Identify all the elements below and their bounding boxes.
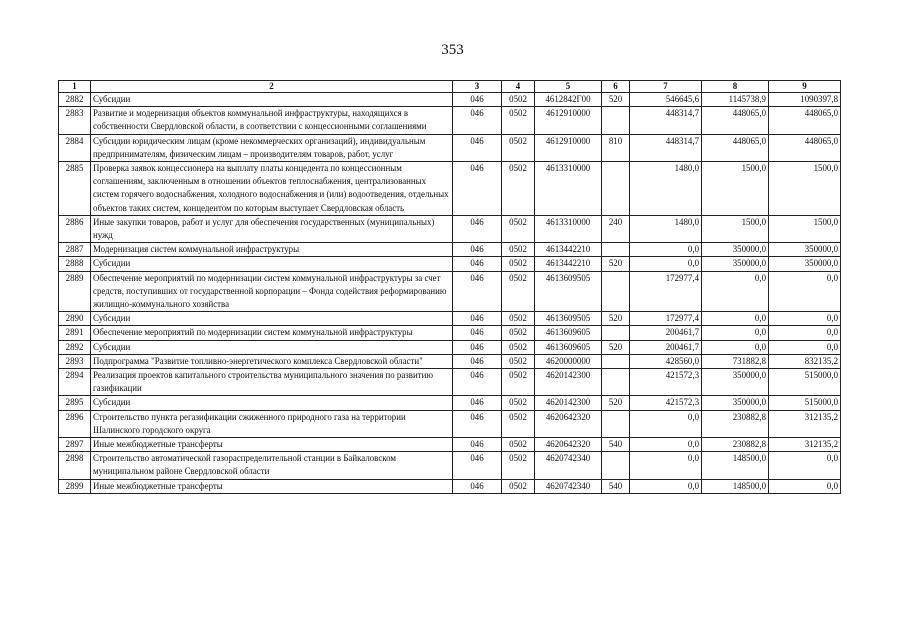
admin-code-cell: 046 (453, 271, 502, 312)
row-number-cell: 2890 (59, 312, 91, 326)
amount-cell-8: 448065,0 (702, 134, 769, 161)
row-name-cell: Иные межбюджетные трансферты (91, 438, 453, 452)
admin-code-cell: 046 (453, 93, 502, 107)
amount-cell-8: 0,0 (702, 271, 769, 312)
section-code-cell: 0502 (502, 107, 535, 134)
row-name-cell: Субсидии (91, 257, 453, 271)
column-header: 4 (502, 81, 535, 93)
section-code-cell: 0502 (502, 134, 535, 161)
admin-code-cell: 046 (453, 340, 502, 354)
amount-cell-8: 0,0 (702, 326, 769, 340)
amount-cell-7: 546645,6 (630, 93, 702, 107)
amount-cell-7: 172977,4 (630, 312, 702, 326)
expense-type-cell (602, 107, 630, 134)
target-code-cell: 4612910000 (535, 134, 602, 161)
table-row (59, 452, 841, 479)
admin-code-cell: 046 (453, 326, 502, 340)
row-name-cell: Субсидии (91, 396, 453, 410)
section-code-cell: 0502 (502, 369, 535, 396)
expense-type-cell (602, 369, 630, 396)
section-code-cell: 0502 (502, 410, 535, 437)
column-header: 8 (702, 81, 769, 93)
column-header: 1 (59, 81, 91, 93)
amount-cell-8: 350000,0 (702, 369, 769, 396)
row-number-cell: 2889 (59, 271, 91, 312)
amount-cell-9: 1500,0 (769, 215, 841, 242)
table-row (59, 162, 841, 216)
header-row (59, 81, 841, 93)
amount-cell-8: 1145738,9 (702, 93, 769, 107)
expense-type-cell: 520 (602, 340, 630, 354)
amount-cell-7: 0,0 (630, 410, 702, 437)
table-body (59, 93, 841, 494)
column-header: 6 (602, 81, 630, 93)
row-number-cell: 2888 (59, 257, 91, 271)
section-code-cell: 0502 (502, 215, 535, 242)
target-code-cell: 4613442210 (535, 257, 602, 271)
row-name-cell: Субсидии (91, 340, 453, 354)
admin-code-cell: 046 (453, 257, 502, 271)
table-row (59, 243, 841, 257)
table-row (59, 396, 841, 410)
amount-cell-7: 1480,0 (630, 162, 702, 216)
amount-cell-9: 515000,0 (769, 396, 841, 410)
row-name-cell: Субсидии юридическим лицам (кроме некоммерческих организаций), индивидуальным предпринимателям, физическим лицам – производителям товаров, работ, услуг (91, 134, 453, 161)
target-code-cell: 4620000000 (535, 354, 602, 368)
amount-cell-9: 1500,0 (769, 162, 841, 216)
amount-cell-9: 515000,0 (769, 369, 841, 396)
section-code-cell: 0502 (502, 257, 535, 271)
table-row (59, 479, 841, 493)
table-row (59, 369, 841, 396)
admin-code-cell: 046 (453, 312, 502, 326)
amount-cell-7: 428560,0 (630, 354, 702, 368)
row-name-cell: Обеспечение мероприятий по модернизации систем коммунальной инфраструктуры за счет средств, поступивших от государственной корпорации – Фонда содействия реформированию жилищно-коммунального хозяйства (91, 271, 453, 312)
target-code-cell: 4612842Г00 (535, 93, 602, 107)
section-code-cell: 0502 (502, 354, 535, 368)
table-row (59, 326, 841, 340)
admin-code-cell: 046 (453, 107, 502, 134)
column-header: 9 (769, 81, 841, 93)
amount-cell-8: 148500,0 (702, 452, 769, 479)
expense-type-cell (602, 162, 630, 216)
table-row (59, 410, 841, 437)
table-row (59, 134, 841, 161)
amount-cell-9: 832135,2 (769, 354, 841, 368)
row-number-cell: 2882 (59, 93, 91, 107)
amount-cell-9: 350000,0 (769, 257, 841, 271)
row-number-cell: 2896 (59, 410, 91, 437)
target-code-cell: 4613442210 (535, 243, 602, 257)
amount-cell-8: 230882,8 (702, 410, 769, 437)
target-code-cell: 4613310000 (535, 162, 602, 216)
expense-type-cell: 810 (602, 134, 630, 161)
section-code-cell: 0502 (502, 340, 535, 354)
amount-cell-7: 448314,7 (630, 107, 702, 134)
amount-cell-8: 731882,8 (702, 354, 769, 368)
amount-cell-7: 0,0 (630, 452, 702, 479)
row-number-cell: 2884 (59, 134, 91, 161)
row-name-cell: Субсидии (91, 312, 453, 326)
section-code-cell: 0502 (502, 162, 535, 216)
table-row (59, 215, 841, 242)
expense-type-cell: 540 (602, 438, 630, 452)
amount-cell-8: 350000,0 (702, 396, 769, 410)
target-code-cell: 4612910000 (535, 107, 602, 134)
amount-cell-8: 1500,0 (702, 162, 769, 216)
row-number-cell: 2885 (59, 162, 91, 216)
amount-cell-9: 312135,2 (769, 410, 841, 437)
admin-code-cell: 046 (453, 243, 502, 257)
row-number-cell: 2899 (59, 479, 91, 493)
admin-code-cell: 046 (453, 215, 502, 242)
admin-code-cell: 046 (453, 134, 502, 161)
row-name-cell: Развитие и модернизация объектов коммунальной инфраструктуры, находящихся в собственности Свердловской области, в соответствии с концессионными соглашениями (91, 107, 453, 134)
row-number-cell: 2892 (59, 340, 91, 354)
table-row (59, 107, 841, 134)
admin-code-cell: 046 (453, 452, 502, 479)
amount-cell-8: 230882,8 (702, 438, 769, 452)
expense-type-cell (602, 326, 630, 340)
expense-type-cell (602, 271, 630, 312)
expense-type-cell: 520 (602, 312, 630, 326)
amount-cell-9: 1090397,8 (769, 93, 841, 107)
row-name-cell: Субсидии (91, 93, 453, 107)
amount-cell-7: 0,0 (630, 438, 702, 452)
row-name-cell: Строительство пункта регазификации сжиженного природного газа на территории Шалинского городского округа (91, 410, 453, 437)
table-row (59, 438, 841, 452)
row-number-cell: 2886 (59, 215, 91, 242)
table-row (59, 93, 841, 107)
amount-cell-7: 172977,4 (630, 271, 702, 312)
row-number-cell: 2894 (59, 369, 91, 396)
target-code-cell: 4620642320 (535, 438, 602, 452)
amount-cell-9: 0,0 (769, 479, 841, 493)
target-code-cell: 4620742340 (535, 452, 602, 479)
amount-cell-7: 448314,7 (630, 134, 702, 161)
amount-cell-7: 200461,7 (630, 326, 702, 340)
amount-cell-7: 421572,3 (630, 396, 702, 410)
table-row (59, 354, 841, 368)
section-code-cell: 0502 (502, 396, 535, 410)
section-code-cell: 0502 (502, 312, 535, 326)
expense-type-cell (602, 452, 630, 479)
expense-type-cell (602, 410, 630, 437)
admin-code-cell: 046 (453, 438, 502, 452)
section-code-cell: 0502 (502, 438, 535, 452)
admin-code-cell: 046 (453, 354, 502, 368)
section-code-cell: 0502 (502, 452, 535, 479)
target-code-cell: 4613310000 (535, 215, 602, 242)
row-name-cell: Проверка заявок концессионера на выплату платы концедента по концессионным соглашениям, заключенным в отношении объектов теплоснабжения, централизованных систем горячего водоснабжения, холодного водоснабжения и (или) водоотведения, отдельных объектов таких систем, концедентом по которым выступает Свердловская область (91, 162, 453, 216)
column-header: 5 (535, 81, 602, 93)
target-code-cell: 4620742340 (535, 479, 602, 493)
amount-cell-7: 0,0 (630, 243, 702, 257)
row-name-cell: Иные закупки товаров, работ и услуг для обеспечения государственных (муниципальных) нужд (91, 215, 453, 242)
amount-cell-8: 1500,0 (702, 215, 769, 242)
table-row (59, 257, 841, 271)
target-code-cell: 4613609505 (535, 271, 602, 312)
section-code-cell: 0502 (502, 271, 535, 312)
amount-cell-9: 448065,0 (769, 107, 841, 134)
section-code-cell: 0502 (502, 479, 535, 493)
amount-cell-7: 1480,0 (630, 215, 702, 242)
amount-cell-8: 0,0 (702, 312, 769, 326)
target-code-cell: 4620642320 (535, 410, 602, 437)
row-number-cell: 2891 (59, 326, 91, 340)
amount-cell-7: 200461,7 (630, 340, 702, 354)
row-number-cell: 2898 (59, 452, 91, 479)
amount-cell-9: 312135,2 (769, 438, 841, 452)
row-number-cell: 2897 (59, 438, 91, 452)
row-name-cell: Подпрограмма "Развитие топливно-энергетического комплекса Свердловской области" (91, 354, 453, 368)
amount-cell-9: 0,0 (769, 271, 841, 312)
row-name-cell: Реализация проектов капитального строительства муниципального значения по развитию газификации (91, 369, 453, 396)
expense-type-cell (602, 354, 630, 368)
section-code-cell: 0502 (502, 326, 535, 340)
expense-type-cell (602, 243, 630, 257)
section-code-cell: 0502 (502, 93, 535, 107)
amount-cell-9: 0,0 (769, 340, 841, 354)
section-code-cell: 0502 (502, 243, 535, 257)
amount-cell-8: 448065,0 (702, 107, 769, 134)
admin-code-cell: 046 (453, 410, 502, 437)
admin-code-cell: 046 (453, 479, 502, 493)
amount-cell-7: 0,0 (630, 479, 702, 493)
table-row (59, 271, 841, 312)
column-header: 3 (453, 81, 502, 93)
expense-type-cell: 240 (602, 215, 630, 242)
expense-type-cell: 520 (602, 396, 630, 410)
target-code-cell: 4620142300 (535, 369, 602, 396)
column-header: 2 (91, 81, 453, 93)
row-name-cell: Модернизация систем коммунальной инфраструктуры (91, 243, 453, 257)
admin-code-cell: 046 (453, 396, 502, 410)
target-code-cell: 4620142300 (535, 396, 602, 410)
row-name-cell: Обеспечение мероприятий по модернизации систем коммунальной инфраструктуры (91, 326, 453, 340)
row-number-cell: 2883 (59, 107, 91, 134)
amount-cell-7: 0,0 (630, 257, 702, 271)
table-row (59, 312, 841, 326)
target-code-cell: 4613609605 (535, 340, 602, 354)
page-number: 353 (441, 42, 464, 58)
row-number-cell: 2887 (59, 243, 91, 257)
admin-code-cell: 046 (453, 162, 502, 216)
admin-code-cell: 046 (453, 369, 502, 396)
amount-cell-8: 0,0 (702, 340, 769, 354)
expense-type-cell: 540 (602, 479, 630, 493)
amount-cell-9: 350000,0 (769, 243, 841, 257)
amount-cell-7: 421572,3 (630, 369, 702, 396)
row-number-cell: 2893 (59, 354, 91, 368)
budget-table (58, 80, 841, 494)
row-number-cell: 2895 (59, 396, 91, 410)
row-name-cell: Строительство автоматической газораспределительной станции в Байкаловском муниципальном районе Свердловской области (91, 452, 453, 479)
expense-type-cell: 520 (602, 257, 630, 271)
amount-cell-8: 148500,0 (702, 479, 769, 493)
amount-cell-9: 0,0 (769, 452, 841, 479)
target-code-cell: 4613609605 (535, 326, 602, 340)
row-name-cell: Иные межбюджетные трансферты (91, 479, 453, 493)
amount-cell-8: 350000,0 (702, 257, 769, 271)
amount-cell-9: 0,0 (769, 326, 841, 340)
expense-type-cell: 520 (602, 93, 630, 107)
table-row (59, 340, 841, 354)
amount-cell-8: 350000,0 (702, 243, 769, 257)
column-header: 7 (630, 81, 702, 93)
amount-cell-9: 448065,0 (769, 134, 841, 161)
amount-cell-9: 0,0 (769, 312, 841, 326)
target-code-cell: 4613609505 (535, 312, 602, 326)
